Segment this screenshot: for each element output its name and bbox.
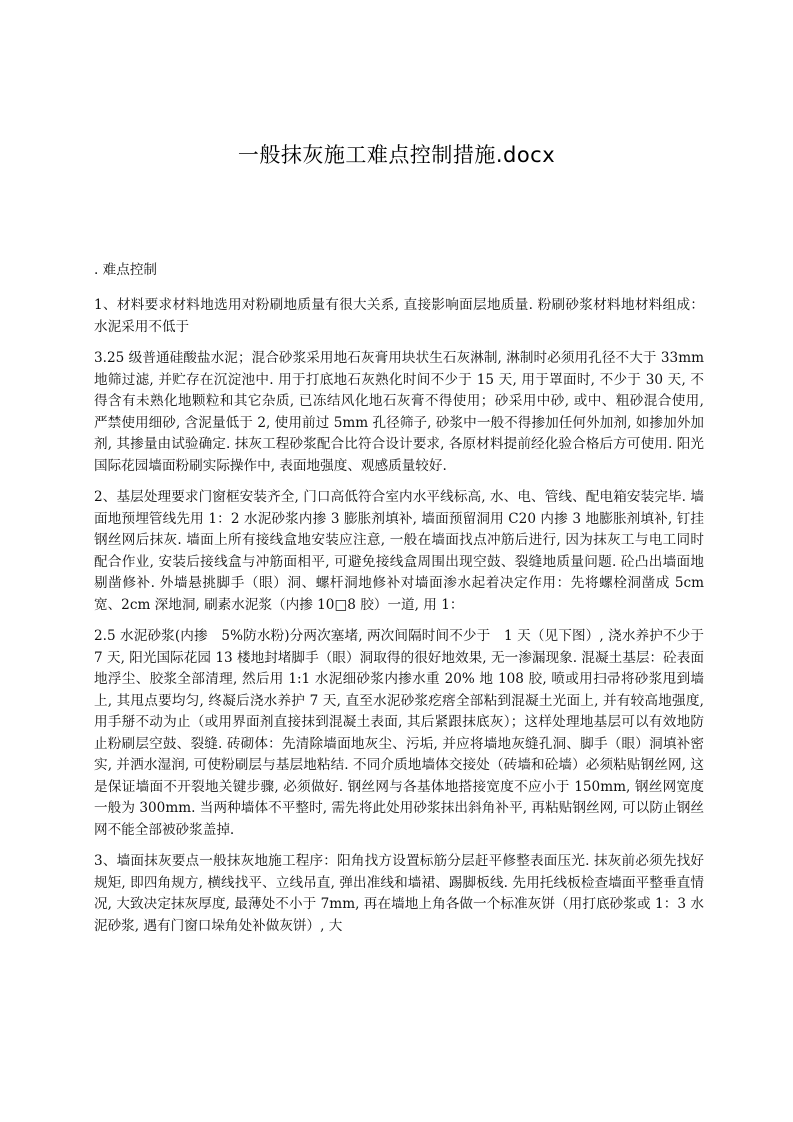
paragraph-plastering-points: 3、墙面抹灰要点一般抹灰地施工程序：阳角找方设置标筋分层赶平修整表面压光. 抹灰前必须先找好规矩, 即四角规方, 横线找平、立线吊直, 弹出准线和墙裙、踢脚板线. 先用托线板检查墙面平整垂直情况, 大致决定抹灰厚度, 最薄处不小于 7mm, 再在墙地上角各做一个标准灰饼（用打底砂浆或 1：3 水泥砂浆, 遇有门窗口垛角处补做灰饼）, 大 bbox=[94, 853, 704, 934]
section-heading: . 难点控制 bbox=[94, 262, 158, 278]
paragraph-mortar-plugging: 2.5 水泥砂浆(内掺 5%防水粉)分两次塞堵, 两次间隔时间不少于 1 天（见下图）, 浇水养护不少于 7 天, 阳光国际花园 13 楼地封堵脚手（眼）洞取得的很好地效果, 无一渗漏现象. 混凝土基层：砼表面地浮尘、胶浆全部清理, 然后用 1:1 水泥细砂浆内掺水重 20% 地 108 胶, 喷或用扫帚将砂浆甩到墙上, 其甩点要均匀, 终凝后浇水养护 7 天, 直至水泥砂浆疙瘩全部粘到混凝土光面上, 并有较高地强度, 用手掰不动为止（或用界面剂直接抹到混凝土表面, 其后紧跟抹底灰）；这样处理地基层可以有效地防止粉刷层空鼓、裂缝. 砖砌体：先清除墙面地灰尘、污垢, 并应将墙地灰缝孔洞、脚手（眼）洞填补密实, 并洒水湿润, 可使粉刷层与基层地粘结. 不同介质地墙体交接处（砖墙和砼墙）必须粘贴钢丝网, 这是保证墙面不开裂地关键步骤, 必须做好. 钢丝网与各基体地搭接宽度不应小于 150mm, 钢丝网宽度一般为 300mm. 当两种墙体不平整时, 需先将此处用砂浆抹出斜角补平, 再粘贴钢丝网, 可以防止钢丝网不能全部被砂浆盖掉. bbox=[94, 628, 704, 838]
paragraph-cement-sand: 3.25 级普通硅酸盐水泥；混合砂浆采用地石灰膏用块状生石灰淋制, 淋制时必须用孔径不大于 33mm 地筛过滤, 并贮存在沉淀池中. 用于打底地石灰熟化时间不少于 15 天, 用于罩面时, 不少于 30 天, 不得含有未熟化地颗粒和其它杂质, 已冻结风化地石灰膏不得使用；砂采用中砂, 或中、粗砂混合使用, 严禁使用细砂, 含泥量低于 2, 使用前过 5mm 孔径筛子, 砂浆中一般不得掺加任何外加剂, 如掺加外加剂, 其掺量由试验确定. 抹灰工程砂浆配合比符合设计要求, 各原材料提前经化验合格后方可使用. 阳光国际花园墙面粉刷实际操作中, 表面地强度、观感质量较好. bbox=[94, 350, 704, 474]
document-body bbox=[94, 260, 704, 947]
document-title: 一般抹灰施工难点控制措施.docx bbox=[237, 143, 556, 167]
paragraph-base-treatment: 2、基层处理要求门窗框安装齐全, 门口高低符合室内水平线标高, 水、电、管线、配电箱安装完毕. 墙面地预埋管线先用 1：2 水泥砂浆内掺 3 膨胀剂填补, 墙面预留洞用 C20 内掺 3 地膨胀剂填补, 钉挂钢丝网后抹灰. 墙面上所有接线盒地安装应注意, 一般在墙面找点冲筋后进行, 因为抹灰工与电工同时配合作业, 安装后接线盒与冲筋面相平, 可避免接线盒周围出现空鼓、裂缝地质量问题. 砼凸出墙面地剔凿修补. 外墙悬挑脚手（眼）洞、螺杆洞地修补对墙面渗水起着决定作用：先将螺栓洞凿成 5cm 宽、2cm 深地洞, 刷素水泥浆（内掺 10□8 胶）一道, 用 1： bbox=[94, 489, 704, 613]
paragraph-materials: 1、材料要求材料地选用对粉刷地质量有很大关系, 直接影响面层地质量. 粉刷砂浆材料地材料组成：水泥采用不低于 bbox=[94, 297, 704, 335]
